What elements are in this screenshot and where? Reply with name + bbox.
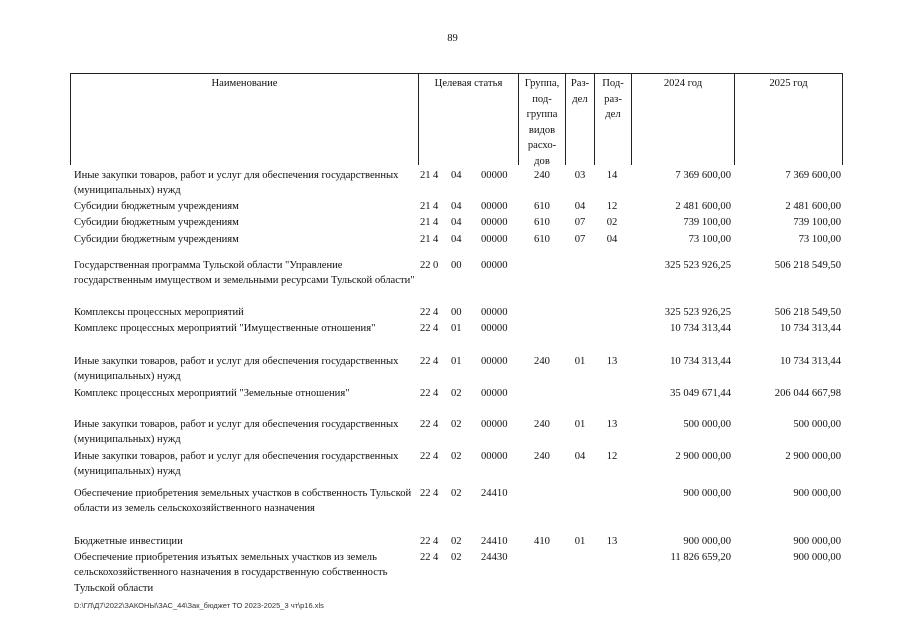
target-program: 22 <box>420 451 431 462</box>
razdel: 03 <box>574 170 586 181</box>
header-2025: 2025 год <box>769 78 808 89</box>
amount-2024: 900 000,00 <box>683 488 731 499</box>
target-type: 4 <box>433 170 439 181</box>
row-name: Субсидии бюджетным учреждениям <box>74 201 239 212</box>
target-direction: 00000 <box>481 217 508 228</box>
podrazdel: 13 <box>606 536 618 547</box>
podrazdel: 12 <box>606 451 618 462</box>
header-2024-cell <box>631 73 734 165</box>
amount-2024: 739 100,00 <box>683 217 731 228</box>
header-2024: 2024 год <box>663 78 703 89</box>
amount-2025: 506 218 549,50 <box>774 307 841 318</box>
target-complex: 02 <box>451 419 462 430</box>
target-complex: 04 <box>451 234 462 245</box>
target-direction: 24410 <box>481 536 508 547</box>
header-group-line: дов <box>534 155 550 167</box>
target-direction: 00000 <box>481 388 508 399</box>
header-name-cell <box>70 73 418 165</box>
amount-2025: 7 369 600,00 <box>785 170 841 181</box>
target-program: 22 <box>420 488 431 499</box>
podrazdel: 14 <box>606 170 618 181</box>
target-complex: 02 <box>451 451 462 462</box>
target-direction: 00000 <box>481 260 508 271</box>
row-name: Обеспечение приобретения земельных участков в собственность Тульской области из земель сельскохозяйственного назначения <box>74 488 412 515</box>
amount-2024: 2 900 000,00 <box>675 451 731 462</box>
razdel: 01 <box>574 536 586 547</box>
razdel: 04 <box>574 201 586 212</box>
target-complex: 02 <box>451 488 462 499</box>
target-direction: 00000 <box>481 323 508 334</box>
amount-2024: 325 523 926,25 <box>664 260 731 271</box>
header-razdel-line: Раз- <box>570 78 590 89</box>
header-razdel-line: дел <box>572 93 588 105</box>
row-name: Государственная программа Тульской области "Управление государственным имуществом и земельными ресурсами Тульской области" <box>74 260 415 287</box>
amount-2024: 11 826 659,20 <box>670 552 731 563</box>
target-direction: 00000 <box>481 201 508 212</box>
target-program: 22 <box>420 323 431 334</box>
target-direction: 00000 <box>481 234 508 245</box>
header-group-line: Группа, <box>524 78 560 89</box>
amount-2024: 900 000,00 <box>683 536 731 547</box>
page-number: 89 <box>447 33 458 44</box>
amount-2025: 2 900 000,00 <box>785 451 841 462</box>
amount-2025: 900 000,00 <box>793 536 841 547</box>
header-group-line: видов <box>528 124 556 136</box>
amount-2025: 10 734 313,44 <box>780 323 841 334</box>
razdel: 07 <box>574 234 586 245</box>
expense-group: 240 <box>534 356 550 367</box>
target-type: 4 <box>433 536 439 547</box>
amount-2024: 2 481 600,00 <box>675 201 731 212</box>
target-program: 22 <box>420 307 431 318</box>
target-program: 22 <box>420 260 431 271</box>
header-group-line: группа <box>526 109 558 121</box>
amount-2024: 10 734 313,44 <box>670 356 731 367</box>
row-name: Обеспечение приобретения изъятых земельных участков из земель сельскохозяйственного назначения в государственную собственность Тульской области <box>74 552 388 594</box>
target-type: 4 <box>433 488 439 499</box>
row-name: Субсидии бюджетным учреждениям <box>74 217 239 228</box>
target-direction: 24410 <box>481 488 508 499</box>
target-type: 4 <box>433 552 439 563</box>
target-program: 21 <box>420 201 431 212</box>
row-name: Комплексы процессных мероприятий <box>74 307 244 318</box>
amount-2024: 73 100,00 <box>688 234 731 245</box>
header-group-line: под- <box>532 93 552 105</box>
row-name: Бюджетные инвестиции <box>74 536 183 547</box>
header-name: Наименование <box>211 78 278 89</box>
target-direction: 00000 <box>481 170 508 181</box>
row-name: Комплекс процессных мероприятий "Земельные отношения" <box>74 388 350 399</box>
amount-2025: 500 000,00 <box>793 419 841 430</box>
target-type: 4 <box>433 201 439 212</box>
amount-2024: 7 369 600,00 <box>675 170 731 181</box>
expense-group: 610 <box>534 234 550 245</box>
amount-2025: 10 734 313,44 <box>780 356 841 367</box>
header-podrazdel-line: Под- <box>602 78 624 89</box>
amount-2025: 2 481 600,00 <box>785 201 841 212</box>
target-direction: 00000 <box>481 356 508 367</box>
target-type: 0 <box>433 260 439 271</box>
row-name: Иные закупки товаров, работ и услуг для обеспечения государственных (муниципальных) нужд <box>74 356 399 383</box>
row-name: Иные закупки товаров, работ и услуг для обеспечения государственных (муниципальных) нужд <box>74 451 399 478</box>
expense-group: 410 <box>534 536 550 547</box>
amount-2024: 35 049 671,44 <box>670 388 731 399</box>
row-name: Комплекс процессных мероприятий "Имущественные отношения" <box>74 323 376 334</box>
header-group-cell <box>518 73 565 165</box>
podrazdel: 02 <box>606 217 618 228</box>
target-program: 22 <box>420 536 431 547</box>
target-direction: 00000 <box>481 451 508 462</box>
target-program: 21 <box>420 217 431 228</box>
row-name: Субсидии бюджетным учреждениям <box>74 234 239 245</box>
header-2025-cell <box>734 73 843 165</box>
target-complex: 04 <box>451 201 462 212</box>
podrazdel: 13 <box>606 356 618 367</box>
target-type: 4 <box>433 388 439 399</box>
target-direction: 24430 <box>481 552 508 563</box>
target-complex: 02 <box>451 552 462 563</box>
target-type: 4 <box>433 307 439 318</box>
target-program: 22 <box>420 419 431 430</box>
amount-2025: 739 100,00 <box>793 217 841 228</box>
header-podrazdel-cell <box>594 73 631 165</box>
razdel: 01 <box>574 419 586 430</box>
amount-2025: 206 044 667,98 <box>774 388 841 399</box>
amount-2024: 500 000,00 <box>683 419 731 430</box>
header-podrazdel-line: раз- <box>604 93 622 105</box>
razdel: 01 <box>574 356 586 367</box>
amount-2024: 10 734 313,44 <box>670 323 731 334</box>
file-path-footer: D:\ГЛ\Д7\2022\ЗАКОНЫ\ЗАС_44\Зак_бюджет ТО 2023-2025_3 чт\р16.xls <box>74 601 324 610</box>
target-complex: 00 <box>451 307 462 318</box>
header-razdel-cell <box>565 73 594 165</box>
target-direction: 00000 <box>481 419 508 430</box>
amount-2025: 73 100,00 <box>798 234 841 245</box>
header-group-line: расхо- <box>527 140 557 152</box>
target-type: 4 <box>433 356 439 367</box>
amount-2025: 506 218 549,50 <box>774 260 841 271</box>
target-complex: 02 <box>451 388 462 399</box>
expense-group: 240 <box>534 451 550 462</box>
target-complex: 01 <box>451 356 462 367</box>
expense-group: 610 <box>534 201 550 212</box>
expense-group: 240 <box>534 419 550 430</box>
target-complex: 00 <box>451 260 462 271</box>
target-type: 4 <box>433 419 439 430</box>
header-target-cell <box>418 73 518 165</box>
razdel: 04 <box>574 451 586 462</box>
target-program: 22 <box>420 552 431 563</box>
expense-group: 240 <box>534 170 550 181</box>
target-type: 4 <box>433 323 439 334</box>
header-podrazdel-line: дел <box>605 109 621 121</box>
target-complex: 04 <box>451 170 462 181</box>
target-complex: 02 <box>451 536 462 547</box>
target-complex: 01 <box>451 323 462 334</box>
row-name: Иные закупки товаров, работ и услуг для обеспечения государственных (муниципальных) нужд <box>74 419 399 446</box>
podrazdel: 12 <box>606 201 618 212</box>
target-program: 22 <box>420 356 431 367</box>
target-type: 4 <box>433 217 439 228</box>
amount-2025: 900 000,00 <box>793 488 841 499</box>
target-complex: 04 <box>451 217 462 228</box>
podrazdel: 13 <box>606 419 618 430</box>
target-program: 21 <box>420 170 431 181</box>
target-type: 4 <box>433 234 439 245</box>
expense-group: 610 <box>534 217 550 228</box>
header-target: Целевая статья <box>434 78 503 89</box>
razdel: 07 <box>574 217 586 228</box>
target-program: 21 <box>420 234 431 245</box>
amount-2024: 325 523 926,25 <box>664 307 731 318</box>
amount-2025: 900 000,00 <box>793 552 841 563</box>
target-program: 22 <box>420 388 431 399</box>
target-type: 4 <box>433 451 439 462</box>
target-direction: 00000 <box>481 307 508 318</box>
row-name: Иные закупки товаров, работ и услуг для обеспечения государственных (муниципальных) нужд <box>74 170 399 197</box>
podrazdel: 04 <box>606 234 618 245</box>
